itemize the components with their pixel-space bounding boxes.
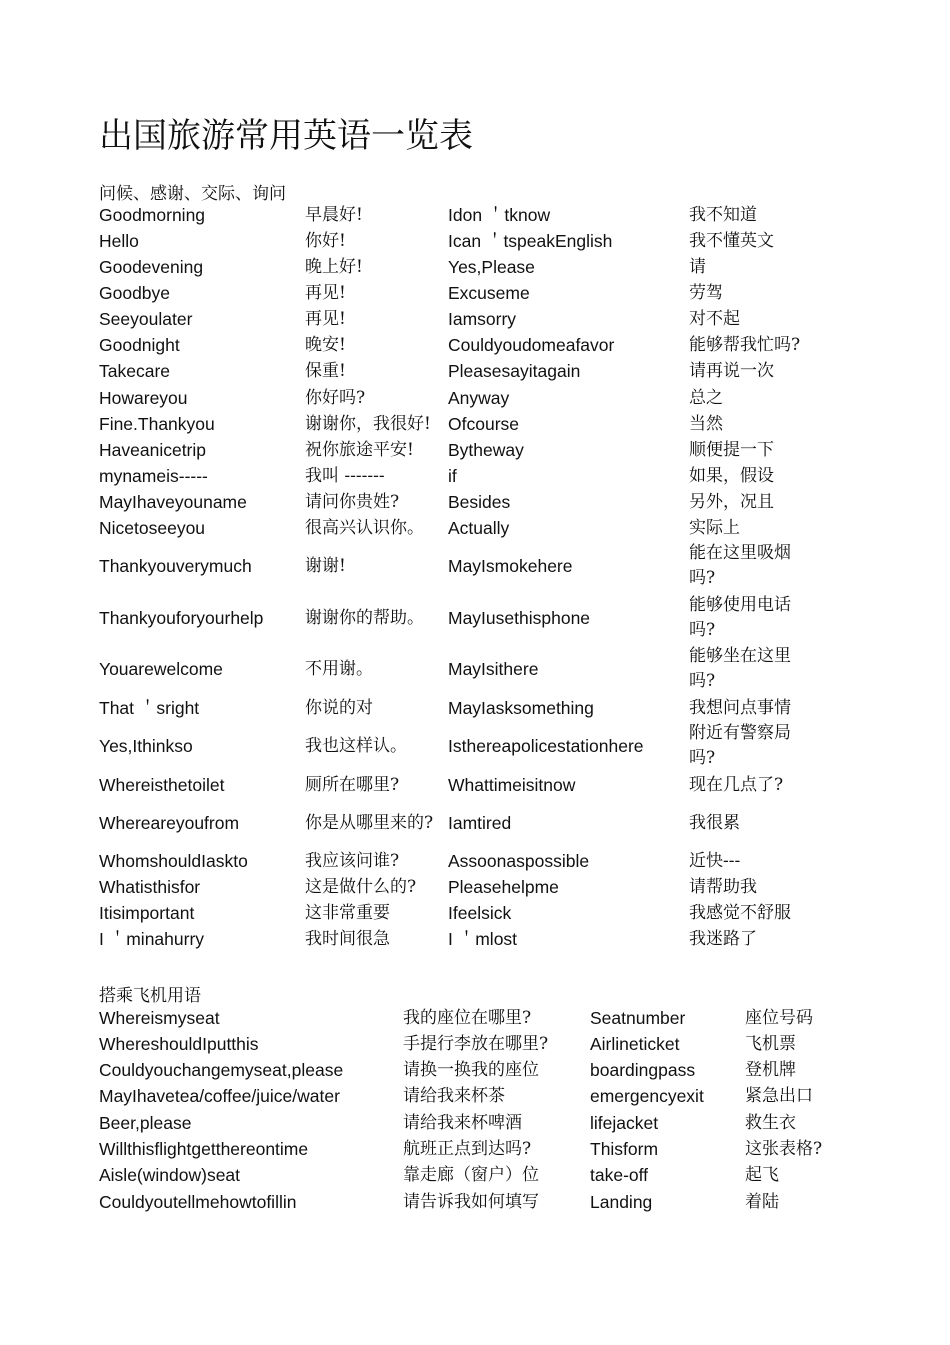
english-phrase: Thisform <box>590 1139 659 1159</box>
english-phrase: Itisimportant <box>99 902 195 923</box>
phrase-row <box>0 695 950 721</box>
english-phrase: MayIasksomething <box>448 697 594 718</box>
english-phrase: Whereareyoufrom <box>99 812 240 833</box>
phrase-row <box>0 358 950 384</box>
english-phrase: Thankyouforyourhelp <box>99 607 264 628</box>
chinese-translation: 飞机票 <box>745 1033 796 1054</box>
english-phrase: Youarewelcome <box>99 658 223 679</box>
english-phrase: Goodbye <box>99 282 171 303</box>
chinese-translation: 我感觉不舒服 <box>689 902 791 923</box>
phrase-row <box>0 720 950 772</box>
phrase-row <box>0 385 950 411</box>
chinese-translation: 手提行李放在哪里? <box>403 1033 549 1054</box>
english-phrase: I ＇minahurry <box>99 928 205 949</box>
english-phrase: I ＇mlost <box>448 928 518 949</box>
chinese-translation: 这是做什么的? <box>305 876 417 897</box>
chinese-translation: 能够坐在这里吗? <box>689 646 791 691</box>
chinese-translation: 我不懂英文 <box>689 230 774 251</box>
english-phrase: Actually <box>448 517 510 538</box>
english-phrase: WhereshouldIputthis <box>99 1033 259 1054</box>
english-phrase: Takecare <box>99 360 171 381</box>
phrase-row <box>0 797 950 849</box>
chinese-translation: 我很累 <box>689 812 740 833</box>
chinese-translation: 请帮助我 <box>689 876 757 897</box>
english-phrase: WhomshouldIaskto <box>99 850 248 871</box>
phrase-row <box>0 643 950 695</box>
phrase-row <box>0 515 950 541</box>
english-phrase: MayIsmokehere <box>448 555 573 576</box>
chinese-translation: 我迷路了 <box>689 928 757 949</box>
chinese-translation: 谢谢你的帮助。 <box>305 607 424 628</box>
english-phrase: Hello <box>99 230 139 251</box>
english-phrase: Beer,please <box>99 1112 192 1133</box>
phrase-row <box>0 411 950 437</box>
chinese-translation: 航班正点到达吗? <box>403 1139 532 1159</box>
english-phrase: boardingpass <box>590 1060 696 1081</box>
chinese-translation: 附近有警察局吗? <box>689 723 791 768</box>
phrase-row <box>0 592 950 644</box>
english-phrase: Thankyouverymuch <box>99 555 252 576</box>
english-phrase: Anyway <box>448 387 510 408</box>
chinese-translation: 登机牌 <box>745 1060 796 1081</box>
english-phrase: Ican ＇tspeakEnglish <box>448 230 613 251</box>
chinese-translation: 请再说一次 <box>689 360 774 381</box>
chinese-translation: 厕所在哪里? <box>305 774 400 795</box>
phrase-row <box>0 1058 950 1084</box>
chinese-translation: 谢谢你，我很好! <box>305 413 431 434</box>
phrase-row <box>0 1110 950 1136</box>
chinese-translation: 很高兴认识你。 <box>305 517 424 538</box>
chinese-translation: 能在这里吸烟吗? <box>689 543 791 588</box>
chinese-translation: 我也这样认。 <box>305 735 407 756</box>
english-phrase: MayIusethisphone <box>448 607 591 628</box>
phrase-row <box>0 900 950 926</box>
english-phrase: Whereisthetoilet <box>99 774 225 795</box>
english-phrase: Iamsorry <box>448 308 517 329</box>
chinese-translation: 座位号码 <box>745 1007 813 1028</box>
english-phrase: mynameis----- <box>99 465 208 486</box>
english-phrase: take-off <box>590 1165 649 1186</box>
phrase-row <box>0 1163 950 1189</box>
phrase-row <box>0 463 950 489</box>
english-phrase: Whatisthisfor <box>99 876 201 897</box>
english-phrase: Seatnumber <box>590 1007 686 1028</box>
phrase-row <box>0 874 950 900</box>
chinese-translation: 紧急出口 <box>745 1086 813 1107</box>
english-phrase: Airlineticket <box>590 1033 680 1054</box>
english-phrase: Yes,Ithinkso <box>99 735 193 756</box>
section-heading-flight: 搭乘飞机用语 <box>99 986 201 1006</box>
chinese-translation: 保重! <box>305 360 346 381</box>
chinese-translation: 请告诉我如何填写 <box>403 1191 539 1212</box>
chinese-translation: 你说的对 <box>305 697 373 718</box>
chinese-translation: 再见! <box>305 282 346 303</box>
chinese-translation: 请问你贵姓? <box>305 491 400 512</box>
english-phrase: Ifeelsick <box>448 902 512 923</box>
chinese-translation: 我的座位在哪里? <box>403 1007 532 1028</box>
english-phrase: Haveanicetrip <box>99 439 206 460</box>
chinese-translation: 顺便提一下 <box>689 439 774 460</box>
chinese-translation: 祝你旅途平安! <box>305 439 414 460</box>
chinese-translation: 现在几点了? <box>689 774 784 795</box>
english-phrase: Whereismyseat <box>99 1007 220 1028</box>
english-phrase: Willthisflightgetthereontime <box>99 1139 309 1159</box>
english-phrase: Couldyoudomeafavor <box>448 334 615 355</box>
english-phrase: Seeyoulater <box>99 308 193 329</box>
phrase-row <box>0 306 950 332</box>
english-phrase: Assoonaspossible <box>448 850 590 871</box>
phrase-row <box>0 1084 950 1110</box>
english-phrase: That ＇sright <box>99 697 200 718</box>
chinese-translation: 我叫 ------- <box>305 465 385 486</box>
chinese-translation: 我不知道 <box>689 204 757 225</box>
chinese-translation: 请给我来杯茶 <box>403 1086 505 1107</box>
phrase-row <box>0 1031 950 1057</box>
english-phrase: Nicetoseeyou <box>99 517 206 538</box>
english-phrase: Iamtired <box>448 812 512 833</box>
chinese-translation: 你好! <box>305 230 346 251</box>
chinese-translation: 你好吗? <box>305 387 366 408</box>
phrase-row <box>0 228 950 254</box>
english-phrase: emergencyexit <box>590 1086 704 1107</box>
english-phrase: MayIhavetea/coffee/juice/water <box>99 1086 340 1107</box>
chinese-translation: 对不起 <box>689 308 740 329</box>
chinese-translation: 近快--- <box>689 850 741 871</box>
english-phrase: Idon ＇tknow <box>448 204 551 225</box>
english-phrase: Goodmorning <box>99 204 206 225</box>
english-phrase: Howareyou <box>99 387 188 408</box>
english-phrase: Goodnight <box>99 334 180 355</box>
chinese-translation: 请给我来杯啤酒 <box>403 1112 522 1133</box>
english-phrase: MayIsithere <box>448 658 539 679</box>
phrase-row <box>0 202 950 228</box>
phrase-row <box>0 1137 950 1163</box>
chinese-translation: 我想问点事情 <box>689 697 791 718</box>
english-phrase: Fine.Thankyou <box>99 413 215 434</box>
chinese-translation: 着陆 <box>745 1191 779 1212</box>
english-phrase: MayIhaveyouname <box>99 491 247 512</box>
chinese-translation: 起飞 <box>745 1165 779 1186</box>
phrase-row <box>0 1189 950 1215</box>
english-phrase: Ofcourse <box>448 413 519 434</box>
chinese-translation: 当然 <box>689 413 723 434</box>
phrase-row <box>0 489 950 515</box>
phrase-row <box>0 437 950 463</box>
english-phrase: Whattimeisitnow <box>448 774 576 795</box>
chinese-translation: 请 <box>689 256 706 277</box>
chinese-translation: 如果，假设 <box>689 465 774 486</box>
phrase-row <box>0 848 950 874</box>
chinese-translation: 实际上 <box>689 517 740 538</box>
english-phrase: Bytheway <box>448 439 524 460</box>
english-phrase: Couldyouchangemyseat,please <box>99 1060 344 1081</box>
phrase-row <box>0 540 950 592</box>
chinese-translation: 能够帮我忙吗? <box>689 334 801 355</box>
english-phrase: Couldyoutellmehowtofillin <box>99 1191 297 1212</box>
english-phrase: Pleasehelpme <box>448 876 559 897</box>
phrase-row <box>0 280 950 306</box>
chinese-translation: 不用谢。 <box>305 658 373 679</box>
chinese-translation: 能够使用电话吗? <box>689 595 791 640</box>
chinese-translation: 晚安! <box>305 334 346 355</box>
chinese-translation: 我应该问谁? <box>305 850 400 871</box>
chinese-translation: 这张表格? <box>745 1139 823 1159</box>
english-phrase: Excuseme <box>448 282 530 303</box>
chinese-translation: 总之 <box>689 387 723 408</box>
section-heading-greetings: 问候、感谢、交际、询问 <box>99 184 286 204</box>
phrase-row <box>0 254 950 280</box>
phrase-row <box>0 926 950 952</box>
english-phrase: Besides <box>448 491 511 512</box>
document-title: 出国旅游常用英语一览表 <box>99 116 473 156</box>
chinese-translation: 救生衣 <box>745 1112 796 1133</box>
english-phrase: Aisle(window)seat <box>99 1165 241 1186</box>
chinese-translation: 靠走廊（窗户）位 <box>403 1165 539 1186</box>
chinese-translation: 我时间很急 <box>305 928 390 949</box>
english-phrase: Pleasesayitagain <box>448 360 581 381</box>
chinese-translation: 请换一换我的座位 <box>403 1060 539 1081</box>
chinese-translation: 再见! <box>305 308 346 329</box>
english-phrase: Goodevening <box>99 256 204 277</box>
chinese-translation: 这非常重要 <box>305 902 390 923</box>
chinese-translation: 劳驾 <box>689 282 723 303</box>
chinese-translation: 你是从哪里来的? <box>305 812 434 833</box>
chinese-translation: 另外，况且 <box>689 491 774 512</box>
phrase-row <box>0 1005 950 1031</box>
english-phrase: if <box>448 465 457 486</box>
chinese-translation: 晚上好! <box>305 256 363 277</box>
phrase-row <box>0 332 950 358</box>
english-phrase: lifejacket <box>590 1112 659 1133</box>
chinese-translation: 谢谢! <box>305 555 346 576</box>
english-phrase: Isthereapolicestationhere <box>448 735 644 756</box>
english-phrase: Yes,Please <box>448 256 535 277</box>
english-phrase: Landing <box>590 1191 653 1212</box>
phrase-row <box>0 772 950 798</box>
chinese-translation: 早晨好! <box>305 204 363 225</box>
